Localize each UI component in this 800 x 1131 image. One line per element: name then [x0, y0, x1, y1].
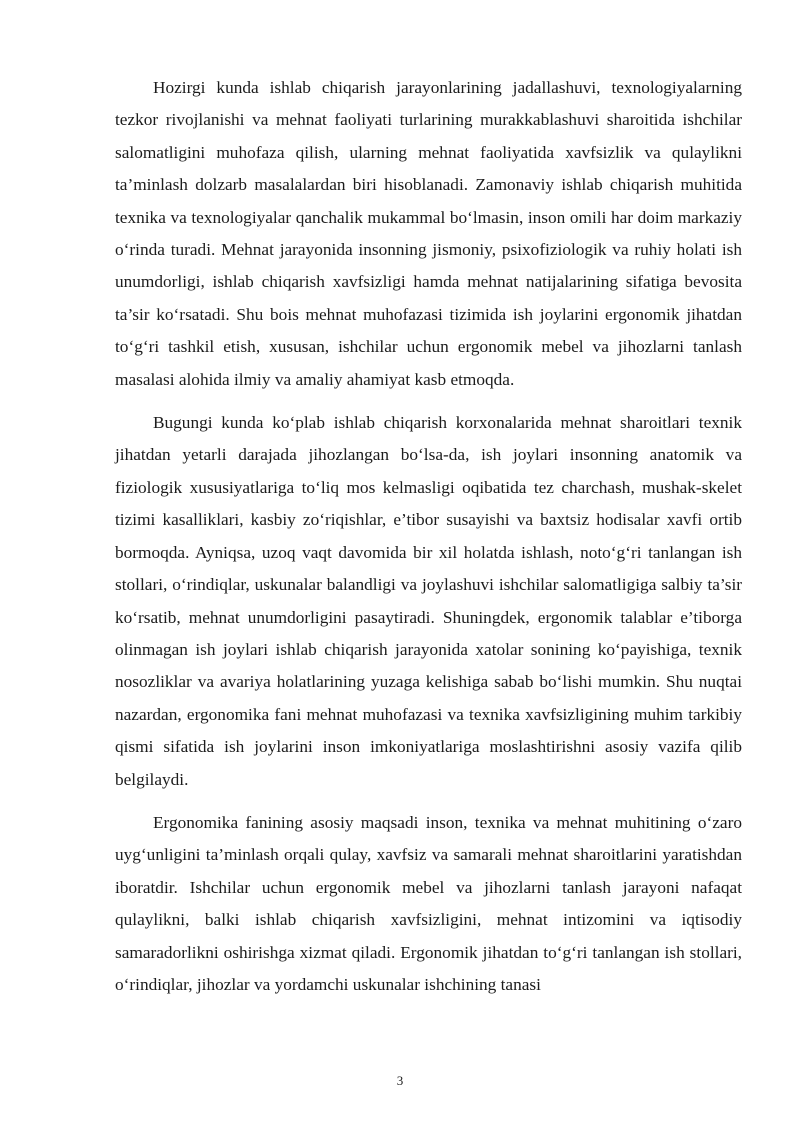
paragraph-2: Bugungi kunda ko‘plab ishlab chiqarish korxonalarida mehnat sharoitlari texnik jihatdan yetarli darajada jihozlangan bo‘lsa-da, ish joylari insonning anatomik va fiziologik xususiyatlariga to‘liq mos kelmasligi oqibatida tez charchash, mushak-skelet tizimi kasalliklari, kasbiy zo‘riqishlar, e’tibor susayishi va baxtsiz hodisalar xavfi ortib bormoqda. Ayniqsa, uzoq vaqt davomida bir xil holatda ishlash, noto‘g‘ri tanlangan ish stollari, o‘rindiqlar, uskunalar balandligi va joylashuvi ishchilar salomatligiga salbiy ta’sir ko‘rsatib, mehnat unumdorligini pasaytiradi. Shuningdek, ergonomik talablar e’tiborga olinmagan ish joylari ishlab chiqarish jarayonida xatolar sonining ko‘payishiga, texnik nosozliklar va avariya holatlarining yuzaga kelishiga sabab bo‘lishi mumkin. Shu nuqtai nazardan, ergonomika fani mehnat muhofazasi va texnika xavfsizligining muhim tarkibiy qismi sifatida ish joylarini inson imkoniyatlariga moslashtirishni asosiy vazifa qilib belgilaydi.: [115, 413, 742, 789]
paragraph-1: Hozirgi kunda ishlab chiqarish jarayonlarining jadallashuvi, texnologiyalarning tezkor rivojlanishi va mehnat faoliyati turlarining murakkablashuvi sharoitida ishchilar salomatligini muhofaza qilish, ularning mehnat faoliyatida xavfsizlik va qulaylikni ta’minlash dolzarb masalalardan biri hisoblanadi. Zamonaviy ishlab chiqarish muhitida texnika va texnologiyalar qanchalik mukammal bo‘lmasin, inson omili har doim markaziy o‘rinda turadi. Mehnat jarayonida insonning jismoniy, psixofiziologik va ruhiy holati ish unumdorligi, ishlab chiqarish xavfsizligi hamda mehnat natijalarining sifatiga bevosita ta’sir ko‘rsatadi. Shu bois mehnat muhofazasi tizimida ish joylarini ergonomik jihatdan to‘g‘ri tashkil etish, xususan, ishchilar uchun ergonomik mebel va jihozlarni tanlash masalasi alohida ilmiy va amaliy ahamiyat kasb etmoqda.: [115, 78, 742, 389]
body-text: [115, 72, 742, 1012]
page-number: 3: [396, 1073, 404, 1088]
paragraph-3: Ergonomika fanining asosiy maqsadi inson, texnika va mehnat muhitining o‘zaro uyg‘unligini ta’minlash orqali qulay, xavfsiz va samarali mehnat sharoitlarini yaratishdan iboratdir. Ishchilar uchun ergonomik mebel va jihozlarni tanlash jarayoni nafaqat qulaylikni, balki ishlab chiqarish xavfsizligini, mehnat intizomini va iqtisodiy samaradorlikni oshirishga xizmat qiladi. Ergonomik jihatdan to‘g‘ri tanlangan ish stollari, o‘rindiqlar, jihozlar va yordamchi uskunalar ishchining tanasi: [115, 812, 742, 994]
